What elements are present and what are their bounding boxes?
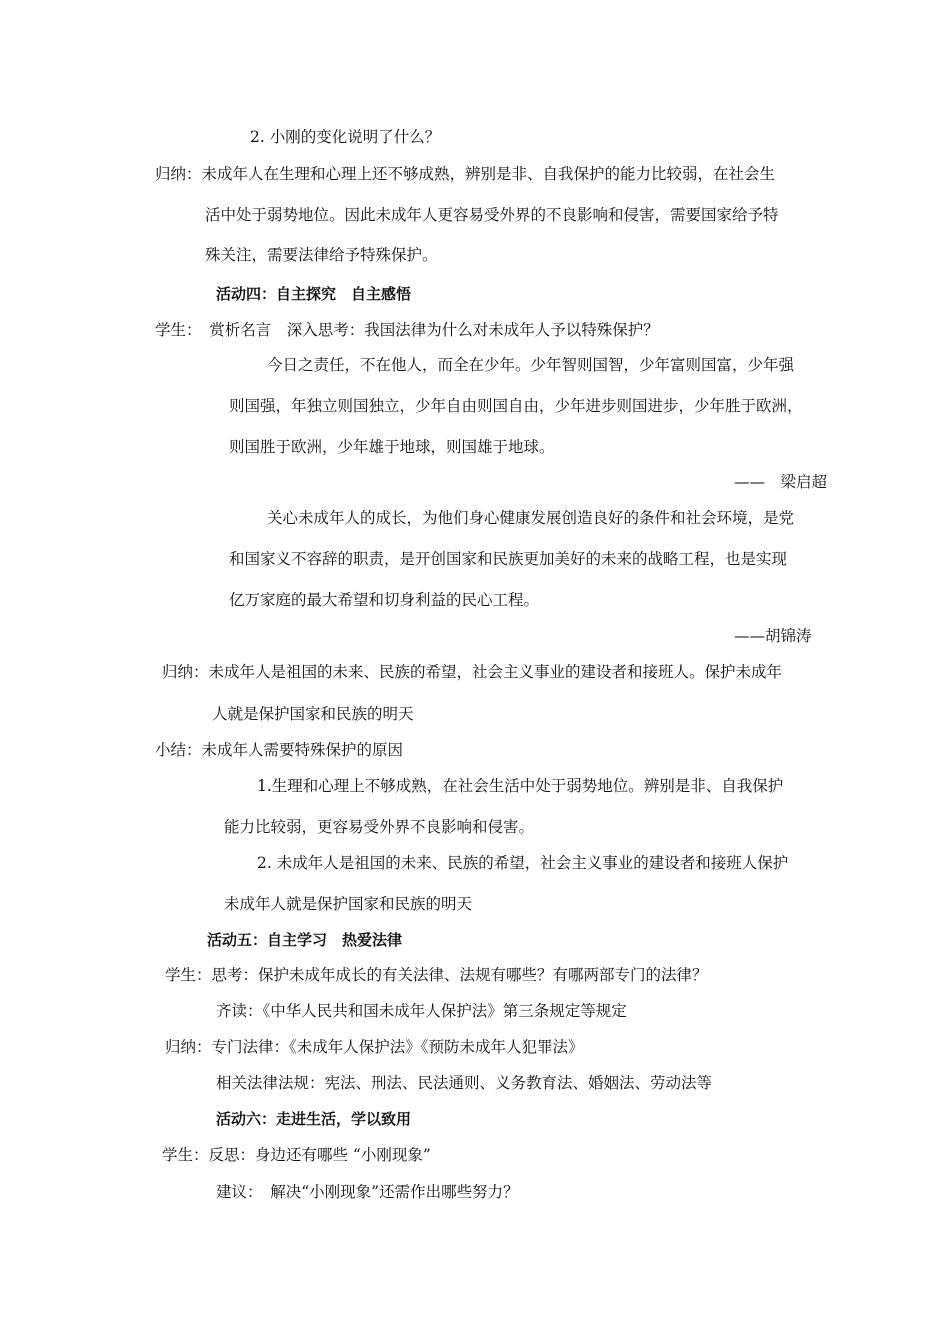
- activity-5-heading: 活动五：自主学习 热爱法律: [207, 931, 403, 949]
- activity-5-summary-1: 归纳：专门法律：《未成年人保护法》《预防未成年人犯罪法》: [165, 1038, 584, 1056]
- activity-5-student: 学生：思考：保护未成年成长的有关法律、法规有哪些？有哪两部专门的法律？: [165, 966, 708, 984]
- activity-4-summary-line-2: 人就是保护国家和民族的明天: [212, 705, 414, 723]
- quote-hu-line-2: 和国家义不容辞的职责，是开创国家和民族更加美好的未来的战略工程，也是实现: [229, 550, 788, 568]
- conclusion-item-2-line-2: 未成年人就是保护国家和民族的明天: [224, 895, 473, 913]
- quote-liang-line-3: 则国胜于欧洲，少年雄于地球，则国雄于地球。: [229, 438, 555, 456]
- conclusion-title: 小结：未成年人需要特殊保护的原因: [155, 741, 404, 759]
- quote-liang-line-1: 今日之责任，不在他人，而全在少年。少年智则国智，少年富则国富，少年强: [267, 356, 795, 374]
- activity-5-reading: 齐读：《中华人民共和国未成年人保护法》第三条规定等规定: [216, 1002, 627, 1020]
- activity-6-heading: 活动六：走进生活，学以致用: [216, 1110, 412, 1128]
- quote-hu-author: ——胡锦涛: [734, 627, 812, 645]
- conclusion-item-1-line-1: 1.生理和心理上不够成熟，在社会生活中处于弱势地位。辨别是非、自我保护: [257, 777, 784, 795]
- activity-6-suggestion: 建议： 解决“小刚现象”还需作出哪些努力？: [216, 1183, 519, 1201]
- quote-liang-line-2: 则国强，年独立则国独立，少年自由则国自由，少年进步则国进步，少年胜于欧洲，: [229, 397, 803, 415]
- activity-6-student: 学生：反思：身边还有哪些 “小刚现象”: [162, 1146, 431, 1164]
- summary-line-2: 活中处于弱势地位。因此未成年人更容易受外界的不良影响和侵害，需要国家给予特: [205, 206, 779, 224]
- quote-hu-line-1: 关心未成年人的成长，为他们身心健康发展创造良好的条件和社会环境，是党: [267, 509, 795, 527]
- quote-hu-line-3: 亿万家庭的最大希望和切身利益的民心工程。: [229, 591, 540, 609]
- conclusion-item-1-line-2: 能力比较弱，更容易受外界不良影响和侵害。: [224, 818, 535, 836]
- activity-4-student: 学生： 赏析名言 深入思考：我国法律为什么对未成年人予以特殊保护？: [155, 321, 659, 339]
- summary-line-1: 归纳：未成年人在生理和心理上还不够成熟，辨别是非、自我保护的能力比较弱，在社会生: [155, 165, 776, 183]
- activity-4-heading: 活动四：自主探究 自主感悟: [216, 285, 412, 303]
- activity-4-summary-line-1: 归纳：未成年人是祖国的未来、民族的希望，社会主义事业的建设者和接班人。保护未成年: [162, 663, 783, 681]
- summary-line-3: 殊关注，需要法律给予特殊保护。: [205, 246, 438, 264]
- activity-5-summary-2: 相关法律法规：宪法、刑法、民法通则、义务教育法、婚姻法、劳动法等: [216, 1074, 713, 1092]
- conclusion-item-2-line-1: 2. 未成年人是祖国的未来、民族的希望，社会主义事业的建设者和接班人保护: [257, 854, 789, 872]
- question-2: 2. 小刚的变化说明了什么？: [250, 128, 441, 146]
- quote-liang-author: —— 梁启超: [734, 473, 828, 491]
